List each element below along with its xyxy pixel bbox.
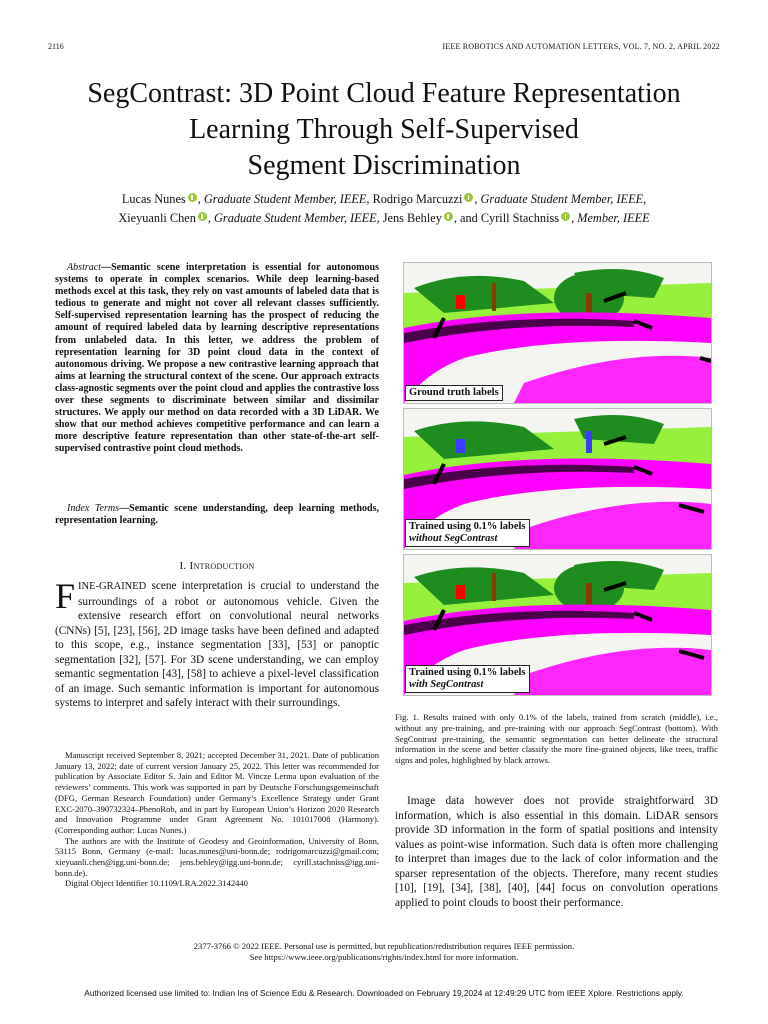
copyright-notice: 2377-3766 © 2022 IEEE. Personal use is permitted, but republication/redistribution requires IEEE permission. See https://www.ieee.org/publications/rights/index.html for more information. <box>193 941 575 962</box>
abstract-text: —Semantic scene interpretation is essential for autonomous systems to operate in complex scenarios. While deep learning-based methods excel at this task, they rely on vast amounts of labeled data that is tedious to generate and might not cover all relevant classes sufficiently. Self-supervised representation learning has the prospect of reducing the amount of required labeled data by learning descriptive representations from unlabeled data. In this letter, we address the problem of representation learning for 3D point cloud data in the context of autonomous driving. We propose a new contrastive learning approach that aims at learning the structural context of the scene. Our approach extracts class-agnostic segments over the point cloud and applies the contrastive loss over these segments to discriminate between similar and dissimilar structures. We apply our method on data recorded with a 3D LiDAR. We show that our method achieves competitive performance and can learn a more descriptive feature representation than other state-of-the-art self-supervised contrastive point cloud methods. <box>55 262 379 455</box>
figure-1 <box>403 262 712 700</box>
figure-panel-without-segcontrast <box>403 408 712 550</box>
traffic-sign <box>456 439 465 453</box>
footnote-affiliation: The authors are with the Institute of Geodesy and Geoinformation, University of Bonn, 53115 Bonn, Germany (e-mail: lucas.nunes@uni-bonn.de; rodrigomarcuzzi@gmail.com; xieyuanli.chen@igg.uni-bonn.de; jens.behley@igg.uni-bonn.de; cyrill.stachniss@igg.uni-bonn.de). <box>55 835 379 878</box>
point-cloud-image <box>404 263 711 403</box>
orcid-icon[interactable] <box>561 212 570 221</box>
index-terms <box>55 503 379 527</box>
index-terms-text: —Semantic scene understanding, deep learning methods, representation learning. <box>55 503 379 527</box>
journal-header: IEEE ROBOTICS AND AUTOMATION LETTERS, VOL. 7, NO. 2, APRIL 2022 <box>442 42 720 51</box>
tree-trunk <box>492 283 496 311</box>
orcid-icon[interactable] <box>198 212 207 221</box>
drop-cap: F <box>55 576 76 616</box>
intro-lead: INE-GRAINED <box>78 581 147 592</box>
orcid-icon[interactable] <box>188 193 197 202</box>
right-column-paragraph: Image data however does not provide straightforward 3D information, which is also essential in this domain. LiDAR sensors provide 3D information in the form of spatial positions and intensity values as point-wise information. Such data is often more challenging to interpret than images due to the lack of color information and the sparser representation of the objects. Therefore, many recent studies [10], [19], [34], [38], [40], [44] focus on convolution operations applied to point clouds to boost their performance. <box>395 795 718 909</box>
author-role: Member, IEEE <box>577 210 650 225</box>
panel-label: Trained using 0.1% labels with SegContrast <box>405 665 530 693</box>
intro-text: scene interpretation is crucial to understand the surroundings of a robot or autonomous vehicle. Given the extensive research effort on convolutional neural networks (CNNs) [5], [23], [56], 2D image tasks have been defined and adapted to this scope, e.g., instance segmentation [33], [53] or panoptic segmentation [32], [57]. For 3D scene understanding, we can employ semantic segmentation [43], [58] to achieve a pixel-level classification of an image. Such semantic information is important for autonomous systems to interpret and safely interact with their surroundings. <box>55 580 379 709</box>
panel-label: Ground truth labels <box>405 385 503 401</box>
author-name: Cyrill Stachniss <box>480 210 560 225</box>
index-terms-label: Index Terms <box>67 503 120 514</box>
author-role: Graduate Student Member, IEEE <box>480 192 644 206</box>
intro-paragraph <box>55 576 379 711</box>
footnote-manuscript: Manuscript received September 8, 2021; accepted December 31, 2021. Date of publication January 13, 2022; date of current version January 25, 2022. This letter was recommended for publication by Associate Editor S. Jain and Editor M. Vincze Lerma upon evaluation of the reviewers’ comments. This work was supported in part by Deutsche Forschungsgemeinschaft (DFG, German Research Foundation) under Germany’s Excellence Strategy under Grant EXC-2070–390732324–PhenoRob, and in part by European Union’s Horizon 2020 Research and Innovation Programme under Grant Agreement No. 101017008 (Harmony). (Corresponding author: Lucas Nunes.) <box>55 750 379 835</box>
tree-trunk <box>586 583 592 608</box>
abstract <box>55 262 379 456</box>
footnote <box>55 750 379 889</box>
author-list: Lucas Nunes , Graduate Student Member, IEEE, Rodrigo Marcuzzi , Graduate Student Member, IEEE, Xieyuanli Chen , Graduate Student Member, IEEE, Jens Behley , and Cyrill Stachniss , Member, IEEE <box>118 192 650 225</box>
figure-panel-ground-truth <box>403 262 712 404</box>
title-line: Segment Discrimination <box>247 150 521 181</box>
author-name: Lucas Nunes <box>121 192 186 206</box>
author-name: Jens Behley <box>382 210 442 225</box>
page-number: 2116 <box>48 42 64 51</box>
tree-trunk <box>492 573 496 601</box>
figure-panel-with-segcontrast <box>403 554 712 696</box>
author-role: Graduate Student Member, IEEE <box>203 192 367 206</box>
panel-label: Trained using 0.1% labels without SegContrast <box>405 519 530 547</box>
author-role: Graduate Student Member, IEEE <box>214 210 377 225</box>
orcid-icon[interactable] <box>464 193 473 202</box>
footnote-doi: Digital Object Identifier 10.1109/LRA.2022.3142440 <box>65 878 248 889</box>
author-name: Xieyuanli Chen <box>118 210 196 225</box>
title-line: SegContrast: 3D Point Cloud Feature Representation <box>87 78 681 109</box>
traffic-sign <box>456 295 465 309</box>
traffic-sign <box>456 585 465 599</box>
tree-trunk <box>586 431 592 453</box>
orcid-icon[interactable] <box>444 212 453 221</box>
abstract-label: Abstract <box>67 262 102 273</box>
paper-title <box>40 76 728 184</box>
author-name: Rodrigo Marcuzzi <box>372 192 463 206</box>
section-heading: I. Introduction <box>179 560 255 572</box>
authorized-use-note: Authorized licensed use limited to: Indian Ins of Science Edu & Research. Downloaded on February 19,2024 at 12:49:29 UTC from IEEE Xplore. Restrictions apply. <box>84 988 684 998</box>
title-line: Learning Through Self-Supervised <box>189 114 579 145</box>
figure-caption: Fig. 1. Results trained with only 0.1% of the labels, trained from scratch (middle), i.e., without any pre-training, and pre-training with our approach SegContrast (bottom). With SegContrast pre-training, the semantic segmentation can better delineate the structural information in the scene and better classify the more fine-grained objects, like trees, traffic signs and poles, highlighted by black arrows. <box>395 712 718 766</box>
